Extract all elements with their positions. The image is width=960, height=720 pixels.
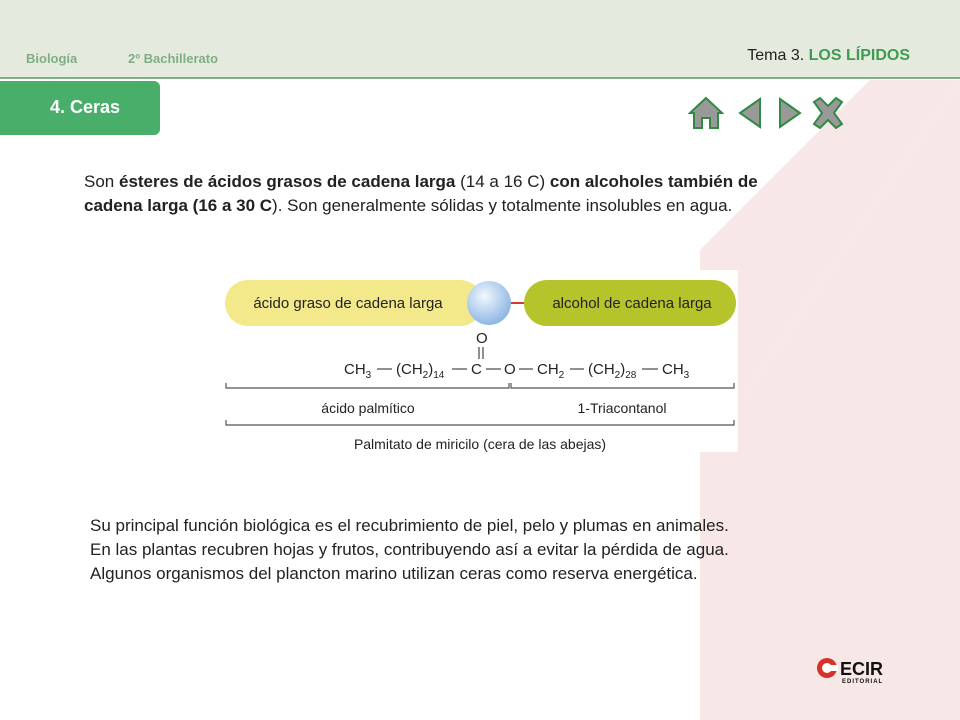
logo-sub: EDITORIAL bbox=[842, 679, 884, 684]
fatty-acid-label: ácido graso de cadena larga bbox=[253, 295, 443, 312]
ester-oxygen: O bbox=[504, 361, 516, 378]
topic-name: LOS LÍPIDOS bbox=[808, 47, 910, 64]
intro-bold-1: ésteres de ácidos grasos de cadena larga bbox=[118, 172, 456, 191]
ecir-editorial-logo bbox=[816, 654, 900, 684]
ch2-chain-left: $(CH_2)_{14}$ bbox=[396, 361, 445, 381]
header-bar bbox=[0, 0, 960, 78]
intro-paragraph bbox=[84, 170, 784, 218]
ch3-left: $CH_3$ bbox=[344, 361, 372, 381]
ch3-right: $CH_3$ bbox=[662, 361, 690, 381]
wax-ester-diagram bbox=[222, 270, 738, 452]
function-paragraph bbox=[90, 514, 880, 586]
intro-bold-2: con alcoholes también de cadena larga (16 a 30 C bbox=[84, 172, 758, 215]
myricyl-palmitate-label: Palmitato de miricilo (cera de las abejas) bbox=[353, 436, 607, 452]
function-line-1: Su principal función biológica es el recubrimiento de piel, pelo y plumas en animales. bbox=[90, 516, 729, 535]
ch2-chain-right: $(CH_2)_{28}$ bbox=[588, 361, 637, 381]
logo-name: ECIR bbox=[840, 659, 884, 679]
close-icon[interactable] bbox=[810, 96, 846, 130]
topic-prefix: Tema 3. bbox=[747, 47, 805, 64]
glycerol-sphere bbox=[467, 281, 511, 325]
alcohol-label: alcohol de cadena larga bbox=[552, 295, 712, 312]
intro-text-3: ). Son generalmente sólidas y totalmente insolubles en agua. bbox=[272, 196, 733, 215]
ch2-right: $CH_2$ bbox=[537, 361, 565, 381]
home-icon[interactable] bbox=[688, 96, 724, 130]
header-divider bbox=[0, 77, 960, 79]
function-line-3: Algunos organismos del plancton marino utilizan ceras como reserva energética. bbox=[90, 564, 698, 583]
previous-arrow-icon[interactable] bbox=[734, 96, 770, 130]
course-label: 2º Bachillerato bbox=[128, 51, 219, 66]
section-tab: 4. Ceras bbox=[0, 81, 160, 135]
carbonyl-carbon: C bbox=[471, 361, 482, 378]
intro-text-2: (14 a 16 C) bbox=[455, 172, 550, 191]
triacontanol-label: 1-Triacontanol bbox=[577, 400, 667, 416]
subject-label: Biología bbox=[26, 51, 78, 66]
carbonyl-oxygen: O bbox=[476, 330, 488, 347]
palmitic-acid-label: ácido palmítico bbox=[321, 400, 415, 416]
intro-text-1: Son bbox=[84, 172, 119, 191]
topic-title bbox=[747, 47, 910, 65]
function-line-2: En las plantas recubren hojas y frutos, contribuyendo así a evitar la pérdida de agua. bbox=[90, 540, 729, 559]
next-arrow-icon[interactable] bbox=[772, 96, 808, 130]
